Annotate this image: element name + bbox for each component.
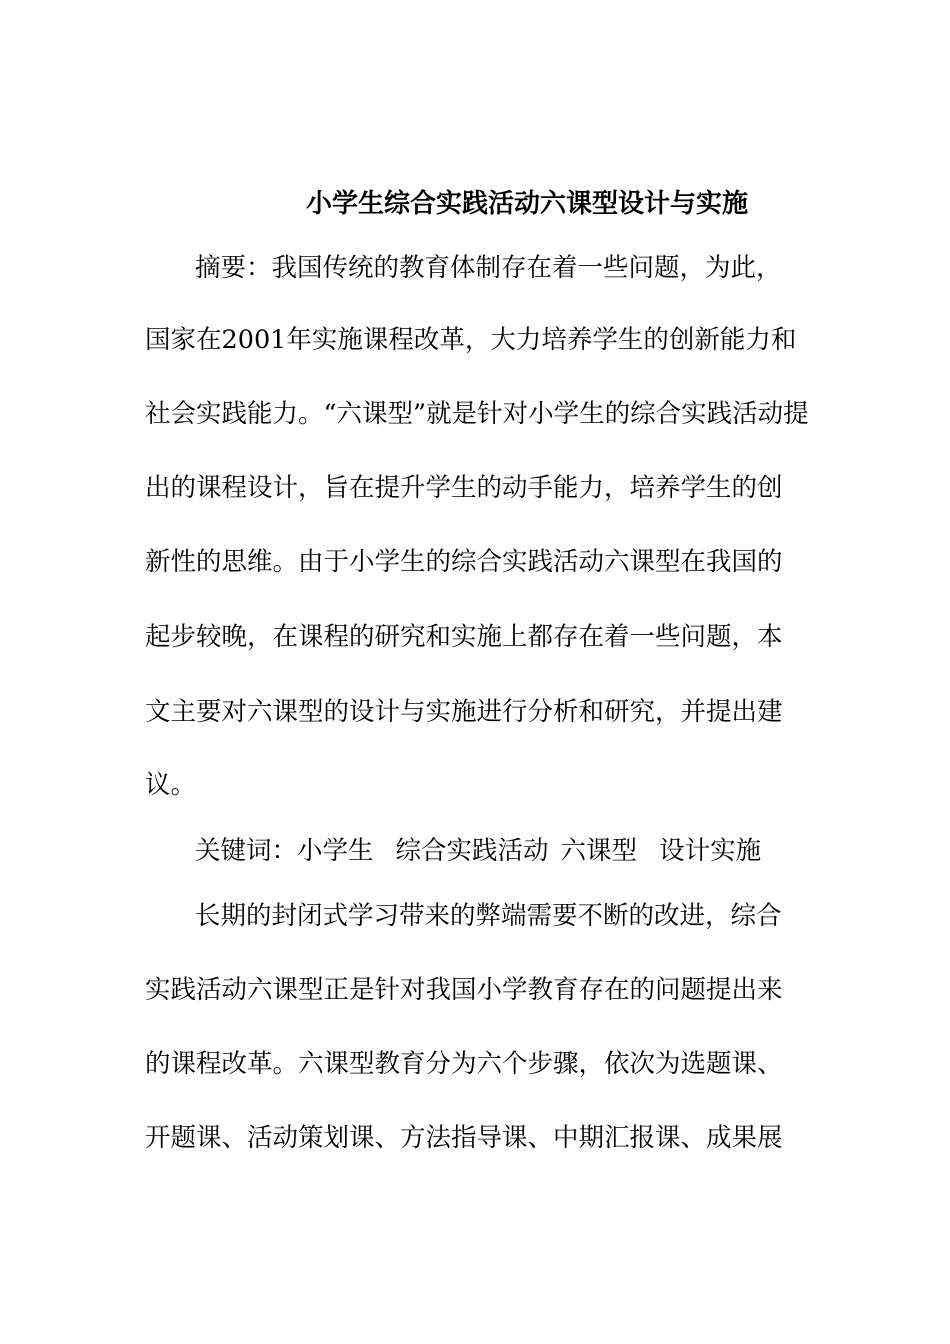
- keyword-item: 小学生: [297, 836, 374, 866]
- body-line-4: 开题课、活动策划课、方法指导课、中期汇报课、成果展: [145, 1123, 783, 1153]
- abstract-line-1: 摘要：我国传统的教育体制存在着一些问题，为此，: [195, 253, 782, 283]
- body-line-2: 实践活动六课型正是针对我国小学教育存在的问题提出来: [145, 975, 783, 1005]
- abstract-line-2: 国家在2001年实施课程改革，大力培养学生的创新能力和: [145, 325, 797, 355]
- abstract-line-7: 文主要对六课型的设计与实施进行分析和研究，并提出建: [145, 697, 783, 727]
- abstract-line-5: 新性的思维。由于小学生的综合实践活动六课型在我国的: [145, 547, 783, 577]
- abstract-line-6: 起步较晚，在课程的研究和实施上都存在着一些问题，本: [145, 622, 783, 652]
- abstract-line-4: 出的课程设计，旨在提升学生的动手能力，培养学生的创: [145, 473, 783, 503]
- body-line-1: 长期的封闭式学习带来的弊端需要不断的改进，综合: [195, 901, 782, 931]
- keywords-label: 关键词：: [195, 836, 298, 866]
- abstract-line-8: 议。: [145, 770, 197, 800]
- keyword-item: 综合实践活动: [395, 836, 549, 866]
- keyword-item: 六课型: [560, 836, 638, 866]
- document-title: 小学生综合实践活动六课型设计与实施: [306, 189, 749, 219]
- abstract-line-3: 社会实践能力。“六课型”就是针对小学生的综合实践活动提: [145, 399, 809, 429]
- keyword-item: 设计实施: [659, 836, 762, 866]
- keywords-line: [195, 833, 865, 869]
- body-line-3: 的课程改革。六课型教育分为六个步骤，依次为选题课、: [145, 1049, 783, 1079]
